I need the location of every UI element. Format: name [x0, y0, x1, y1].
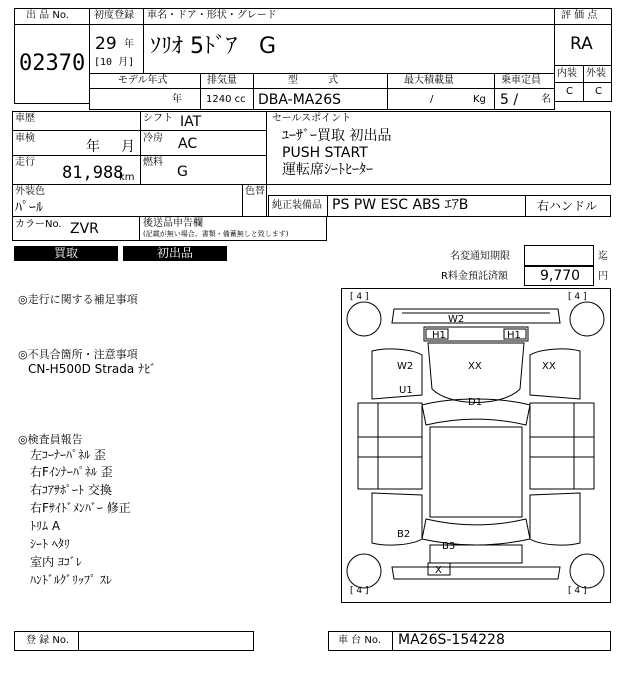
exterior-grade: C	[595, 86, 602, 97]
tire-fr-depth: [ 4 ]	[568, 292, 587, 302]
equipment: PS PW ESC ABS ｴｱB	[332, 197, 469, 213]
ext-color-box	[12, 184, 267, 217]
tire-front-right	[570, 302, 604, 336]
front-bumper	[392, 309, 560, 323]
name-change-label: 名変通知期限	[450, 251, 510, 262]
capacity-unit: 名	[541, 94, 551, 105]
model-year-unit: 年	[172, 94, 182, 105]
mark-xx-right: XX	[542, 361, 556, 372]
buy-badge: 買取	[14, 246, 118, 261]
tire-rl-depth: [ 4 ]	[350, 586, 369, 596]
car-name-label: 車名・ドア・形状・グレード	[147, 10, 277, 21]
first-listing-badge: 初出品	[123, 246, 227, 261]
mark-d1: D1	[468, 397, 483, 408]
shaken-year-unit: 年	[86, 139, 100, 155]
right-doors	[530, 403, 594, 489]
right-front-fender	[530, 349, 580, 399]
inspector-item: 室内 ﾖｺﾞﾚ	[30, 555, 82, 569]
exterior-label: 外装	[586, 68, 606, 79]
tire-front-left	[347, 302, 381, 336]
name-change-box	[524, 245, 594, 266]
color-no-label: カラーNo.	[15, 219, 62, 230]
year-unit: 年	[124, 39, 134, 50]
right-rear-quarter	[530, 493, 580, 545]
mark-b2: B2	[397, 529, 411, 540]
mileage: 81,988	[62, 163, 124, 183]
shaken-label: 車検	[15, 133, 35, 144]
recycle-label: R料金預託済額	[441, 271, 508, 282]
mark-x-rear: X	[435, 565, 442, 576]
damage-diagram	[341, 288, 611, 603]
mark-w2-left: W2	[397, 361, 414, 372]
shift-label: シフト	[143, 113, 173, 124]
inspector-item: 右Fｲﾝﾅｰﾊﾟﾈﾙ 歪	[30, 465, 113, 479]
tire-rr-depth: [ 4 ]	[568, 586, 587, 596]
ext-color-label: 外装色	[15, 186, 45, 197]
left-doors	[358, 403, 422, 489]
aircon-label: 冷房	[143, 133, 163, 144]
recycle-unit: 円	[598, 271, 608, 282]
inspector-item: ｼｰﾄ ﾍﾀﾘ	[30, 537, 70, 551]
mark-b3: B3	[442, 541, 456, 552]
inspector-item: ﾊﾝﾄﾞﾙｸﾞﾘｯﾌﾟ ｽﾚ	[30, 573, 112, 587]
lot-no: 02370	[19, 51, 86, 76]
recycle-fee: 9,770	[540, 268, 581, 284]
displacement-label: 排気量	[207, 75, 237, 86]
handle: 右ハンドル	[537, 199, 598, 213]
color-change-label: 色替	[245, 186, 265, 197]
capacity: 5 /	[500, 92, 519, 108]
shaken-month-unit: 月	[121, 139, 135, 155]
sales-point: PUSH START	[282, 145, 368, 161]
tire-rear-left	[347, 554, 381, 588]
mark-u1: U1	[399, 385, 413, 396]
tire-fl-depth: [ 4 ]	[350, 292, 369, 302]
ext-color: ﾊﾟｰﾙ	[15, 200, 43, 216]
inspector-label: ◎検査員報告	[18, 433, 83, 446]
inspector-item: 左ｺｰﾅｰﾊﾟﾈﾙ 歪	[30, 448, 106, 462]
fuel-label: 燃料	[143, 157, 163, 168]
inspector-item: 右Fｻｲﾄﾞﾒﾝﾊﾞｰ 修正	[30, 501, 131, 515]
equipment-label: 純正装備品	[272, 200, 322, 211]
rear-glass	[422, 519, 530, 545]
defects-label: ◎不具合箇所・注意事項	[18, 348, 138, 361]
capacity-label: 乗車定員	[501, 75, 541, 86]
left-front-fender	[372, 349, 422, 399]
vehicle-type: DBA-MA26S	[258, 92, 342, 108]
max-load: /	[430, 94, 434, 105]
sales-point: 運転席ｼｰﾄﾋｰﾀｰ	[282, 162, 373, 178]
first-reg-month: [10 月]	[94, 57, 135, 68]
roof	[430, 427, 522, 517]
mileage-label: 走行	[15, 157, 35, 168]
rear-bumper	[392, 567, 560, 579]
car-name: ｿﾘｵ 5ﾄﾞｱ G	[150, 34, 277, 59]
mark-h1-left: H1	[432, 330, 446, 341]
max-load-label: 最大積載量	[404, 75, 454, 86]
sales-point: ﾕｰｻﾞｰ買取 初出品	[282, 128, 392, 144]
mark-h1-right: H1	[507, 330, 521, 341]
after-docs-label: 後送品申告欄	[143, 218, 203, 229]
shift: IAT	[180, 114, 202, 130]
inspector-item: 右ｺｱｻﾎﾟｰﾄ 交換	[30, 483, 112, 497]
interior-grade: C	[566, 86, 573, 97]
type-label: 型 式	[288, 75, 338, 86]
aircon: AC	[178, 136, 198, 152]
displacement: 1240 cc	[206, 94, 246, 105]
model-year-label: モデル年式	[118, 75, 168, 86]
chassis-label: 車 台 No.	[338, 635, 381, 646]
first-reg-label: 初度登録	[94, 10, 134, 21]
inspector-item: ﾄﾘﾑ A	[30, 519, 61, 533]
supplement-label: ◎走行に関する補足事項	[18, 293, 138, 306]
mileage-unit: km	[119, 172, 135, 183]
name-change-unit: 迄	[598, 251, 608, 262]
tire-rear-right	[570, 554, 604, 588]
defects: CN-H500D Strada ﾅﾋﾞ	[28, 362, 157, 376]
lot-no-label: 出 品 No.	[26, 10, 69, 21]
color-no: ZVR	[70, 221, 99, 237]
interior-label: 内装	[557, 68, 577, 79]
after-docs-note: (記載が無い場合、書類・備蓄無しと致します)	[143, 230, 289, 238]
history-label: 車歴	[15, 113, 35, 124]
eval-label: 評 価 点	[561, 10, 598, 21]
fuel: G	[177, 164, 188, 180]
first-reg-year: 29	[95, 34, 117, 54]
eval-score: RA	[570, 34, 593, 54]
hood	[428, 343, 524, 403]
sales-points-label: セールスポイント	[272, 113, 352, 124]
max-load-unit: Kg	[473, 94, 486, 105]
mark-xx-hood: XX	[468, 361, 482, 372]
mark-w2-front: W2	[448, 314, 465, 325]
chassis-no: MA26S-154228	[398, 632, 505, 648]
reg-no-label: 登 録 No.	[26, 635, 69, 646]
